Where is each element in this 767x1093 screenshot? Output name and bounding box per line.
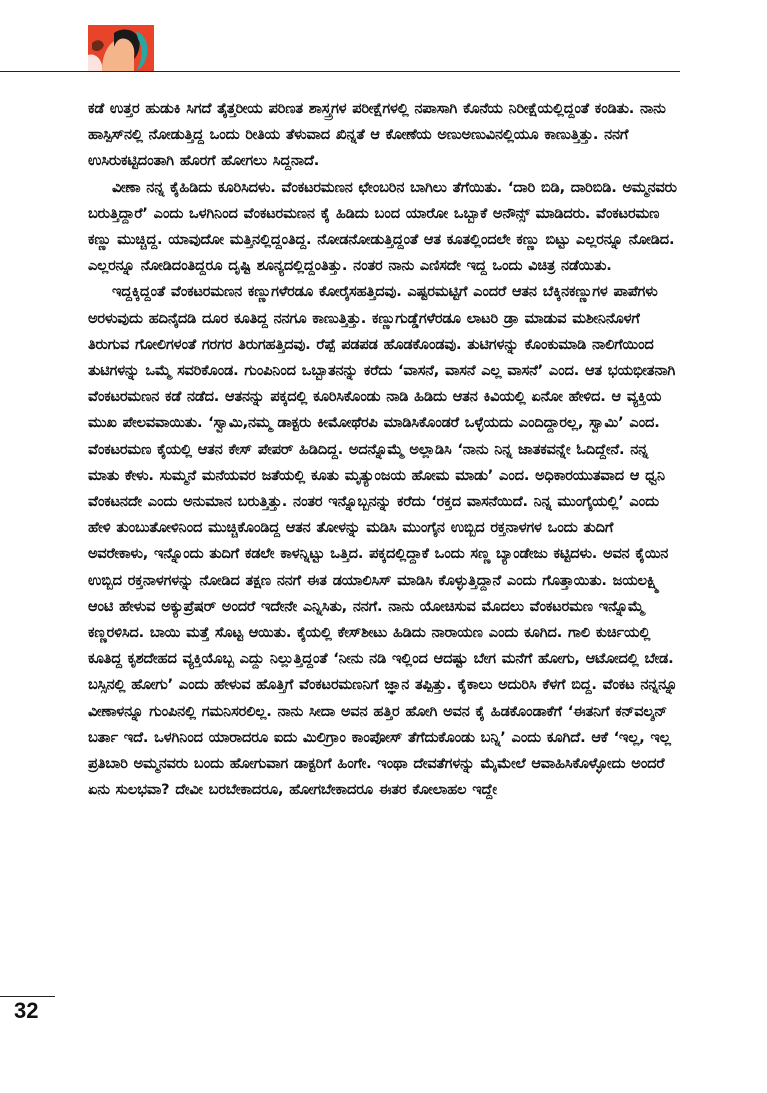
paragraph: ಇದ್ದಕ್ಕಿದ್ದಂತೆ ವೆಂಕಟರಮಣನ ಕಣ್ಣುಗಳೆರಡೂ ಕೋರೈಸಹತ್ತಿದವು. ಎಷ್ಟರಮಟ್ಟಿಗೆ ಎಂದರೆ ಆತನ ಬೆಕ್ಕಿನಕಣ್ಣುಗಳ ಪಾಪೆಗಳು ಅರಳುವುದು ಹದಿನೈದಡಿ ದೂರ ಕೂತಿದ್ದ ನನಗೂ ಕಾಣುತ್ತಿತ್ತು. ಕಣ್ಣುಗುಡ್ಡೆಗಳೆರಡೂ ಲಾಟರಿ ಡ್ರಾ ಮಾಡುವ ಮಶೀನಿನೊಳಗೆ ತಿರುಗುವ ಗೋಲಿಗಳಂತೆ ಗರಗರ ತಿರುಗಹತ್ತಿದವು. ರೆಪ್ಪೆ ಪಡಪಡ ಹೊಡಕೊಂಡವು. ತುಟಿಗಳನ್ನು ಕೊಂಕುಮಾಡಿ ನಾಲಿಗೆಯಿಂದ ತುಟಿಗಳನ್ನು ಒಮ್ಮೆ ಸವರಿಕೊಂಡ. ಗುಂಪಿನಿಂದ ಒಬ್ಬಾತನನ್ನು ಕರೆದು ‘ವಾಸನೆ, ವಾಸನೆ ಎಲ್ಲ ವಾಸನೆ’ ಎಂದ. ಆತ ಭಯಭೀತನಾಗಿ ವೆಂಕಟರಮಣನ ಕಡೆ ನಡೆದ. ಆತನನ್ನು ಪಕ್ಕದಲ್ಲಿ ಕೂರಿಸಿಕೊಂಡು ನಾಡಿ ಹಿಡಿದು ಆತನ ಕಿವಿಯಲ್ಲಿ ಏನೋ ಹೇಳಿದ. ಆ ವ್ಯಕ್ತಿಯ ಮುಖ ಪೇಲವವಾಯಿತು. ‘ಸ್ವಾಮಿ,ನಮ್ಮ ಡಾಕ್ಟರು ಕೀಮೋಥೆರಪಿ ಮಾಡಿಸಿಕೊಂಡರೆ ಒಳ್ಳೆಯದು ಎಂದಿದ್ದಾರಲ್ಲ, ಸ್ವಾಮಿ’ ಎಂದ. ವೆಂಕಟರಮಣ ಕೈಯಲ್ಲಿ ಆತನ ಕೇಸ್ ಪೇಪರ್ ಹಿಡಿದಿದ್ದ. ಅದನ್ನೊಮ್ಮೆ ಅಲ್ಲಾಡಿಸಿ ‘ನಾನು ನಿನ್ನ ಜಾತಕವನ್ನೇ ಓದಿದ್ದೇನೆ. ನನ್ನ ಮಾತು ಕೇಳು. ಸುಮ್ಮನೆ ಮನೆಯವರ ಜತೆಯಲ್ಲಿ ಕೂತು ಮೃತ್ಯುಂಜಯ ಹೋಮ ಮಾಡು’ ಎಂದ. ಅಧಿಕಾರಯುತವಾದ ಆ ಧ್ವನಿ ವೆಂಕಟನದೇ ಎಂದು ಅನುಮಾನ ಬರುತ್ತಿತ್ತು. ನಂತರ ಇನ್ನೊಬ್ಬನನ್ನು ಕರೆದು ‘ರಕ್ತದ ವಾಸನೆಯಿದೆ. ನಿನ್ನ ಮುಂಗೈಯಲ್ಲಿ’ ಎಂದು ಹೇಳಿ ತುಂಬುತೋಳಿನಿಂದ ಮುಚ್ಚಿಕೊಂಡಿದ್ದ ಆತನ ತೋಳನ್ನು ಮಡಿಸಿ ಮುಂಗೈನ ಉಬ್ಬಿದ ರಕ್ತನಾಳಗಳ ಒಂದು ತುದಿಗೆ ಅವರೇಕಾಳು, ಇನ್ನೊಂದು ತುದಿಗೆ ಕಡಲೇ ಕಾಳನ್ನಿಟ್ಟು ಒತ್ತಿದ. ಪಕ್ಕದಲ್ಲಿದ್ದಾಕೆ ಒಂದು ಸಣ್ಣ ಬ್ಯಾಂಡೇಜು ಕಟ್ಟಿದಳು. ಅವನ ಕೈಯಿನ ಉಬ್ಬಿದ ರಕ್ತನಾಳಗಳನ್ನು ನೋಡಿದ ತಕ್ಷಣ ನನಗೆ ಈತ ಡಯಾಲಿಸಿಸ್ ಮಾಡಿಸಿ ಕೊಳ್ಳುತ್ತಿದ್ದಾನೆ ಎಂದು ಗೊತ್ತಾಯಿತು. ಜಯಲಕ್ಷ್ಮಿ ಆಂಟಿ ಹೇಳುವ ಅಕ್ಯುಪ್ರೆಷರ್ ಅಂದರೆ ಇದೇನೇ ಎನ್ನಿಸಿತು, ನನಗೆ. ನಾನು ಯೋಚಿಸುವ ಮೊದಲು ವೆಂಕಟರಮಣ ಇನ್ನೊಮ್ಮೆ ಕಣ್ಣರಳಿಸಿದ. ಬಾಯಿ ಮತ್ತೆ ಸೊಟ್ಟ ಆಯಿತು. ಕೈಯಲ್ಲಿ ಕೇಸ್‌ಶೀಟು ಹಿಡಿದು ನಾರಾಯಣ ಎಂದು ಕೂಗಿದ. ಗಾಲಿ ಕುರ್ಚಿಯಲ್ಲಿ ಕೂತಿದ್ದ ಕೃಶದೇಹದ ವ್ಯಕ್ತಿಯೊಬ್ಬ ಎದ್ದು ನಿಲ್ಲುತ್ತಿದ್ದಂತೆ ‘ನೀನು ನಡಿ ಇಲ್ಲಿಂದ ಆದಷ್ಟು ಬೇಗ ಮನೆಗೆ ಹೋಗು, ಆಟೋದಲ್ಲಿ ಬೇಡ. ಬಸ್ಸಿನಲ್ಲಿ ಹೋಗು’ ಎಂದು ಹೇಳುವ ಹೊತ್ತಿಗೆ ವೆಂಕಟರಮಣನಿಗೆ ಜ್ಞಾನ ತಪ್ಪಿತ್ತು. ಕೈಕಾಲು ಅದುರಿಸಿ ಕೆಳಗೆ ಬಿದ್ದ. ವೆಂಕಟ ನನ್ನನ್ನೂ ವೀಣಾಳನ್ನೂ ಗುಂಪಿನಲ್ಲಿ ಗಮನಿಸರಲಿಲ್ಲ. ನಾನು ಸೀದಾ ಅವನ ಹತ್ತಿರ ಹೋಗಿ ಅವನ ಕೈ ಹಿಡಕೊಂಡಾಕೆಗೆ ‘ಈತನಿಗೆ ಕನ್‌ವಲ್ಶನ್ ಬರ್ತಾ ಇದೆ. ಒಳಗಿನಿಂದ ಯಾರಾದರೂ ಐದು ಮಿಲಿಗ್ರಾಂ ಕಾಂಪೋಸ್ ತೆಗೆದುಕೊಂಡು ಬನ್ನಿ’ ಎಂದು ಕೂಗಿದೆ. ಆಕೆ ‘ಇಲ್ಲ, ಇಲ್ಲ ಪ್ರತಿಬಾರಿ ಅಮ್ಮನವರು ಬಂದು ಹೋಗುವಾಗ ಡಾಕ್ಟರಿಗೆ ಹಿಂಗೇ. ಇಂಥಾ ದೇವತೆಗಳನ್ನು ಮೈಮೇಲೆ ಆವಾಹಿಸಿಕೊಳ್ಳೋದು ಅಂದರೆ ಏನು ಸುಲಭವಾ? ದೇವೀ ಬರಬೇಕಾದರೂ, ಹೋಗಬೇಕಾದರೂ ಈತರ ಕೋಲಾಹಲ ಇದ್ದೇ bbox=[88, 283, 678, 799]
paragraph: ವೀಣಾ ನನ್ನ ಕೈಹಿಡಿದು ಕೂರಿಸಿದಳು. ವೆಂಕಟರಮಣನ ಛೇಂಬರಿನ ಬಾಗಿಲು ತೆಗೆಯಿತು. ‘ದಾರಿ ಬಿಡಿ, ದಾರಿಬಿಡಿ. ಅಮ್ಮನವರು ಬರುತ್ತಿದ್ದಾರೆ’ ಎಂದು ಒಳಗಿನಿಂದ ವೆಂಕಟರಮಣನ ಕೈ ಹಿಡಿದು ಬಂದ ಯಾರೋ ಒಬ್ಬಾಕೆ ಅನೌನ್ಸ್ ಮಾಡಿದರು. ವೆಂಕಟರಮಣ ಕಣ್ಣು ಮುಚ್ಚಿದ್ದ. ಯಾವುದೋ ಮತ್ತಿನಲ್ಲಿದ್ದಂತಿದ್ದ. ನೋಡನೋಡುತ್ತಿದ್ದಂತೆ ಆತ ಕೂತಲ್ಲಿಂದಲೇ ಕಣ್ಣು ಬಿಟ್ಟು ಎಲ್ಲರನ್ನೂ ನೋಡಿದ. ಎಲ್ಲರನ್ನೂ ನೋಡಿದಂತಿದ್ದರೂ ದೃಷ್ಟಿ ಶೂನ್ಯದಲ್ಲಿದ್ದಂತಿತ್ತು. ನಂತರ ನಾನು ಎಣಿಸದೇ ಇದ್ದ ಒಂದು ವಿಚಿತ್ರ ನಡೆಯಿತು. bbox=[88, 178, 677, 275]
body-text bbox=[88, 96, 678, 803]
header-rule bbox=[0, 71, 680, 72]
portrait-logo-icon bbox=[88, 25, 154, 71]
footer-rule bbox=[0, 996, 55, 997]
page-number: 32 bbox=[14, 998, 39, 1023]
paragraph: ಕಡೆ ಉತ್ತರ ಹುಡುಕಿ ಸಿಗದೆ ತೈತ್ತರೀಯ ಪರಿಣತ ಶಾಸ್ತ್ರಗಳ ಪರೀಕ್ಷೆಗಳಲ್ಲಿ ನಪಾಸಾಗಿ ಕೊನೆಯ ನಿರೀಕ್ಷೆಯಲ್ಲಿದ್ದಂತೆ ಕಂಡಿತು. ನಾನು ಹಾಸ್ಪಿಸ್‌ನಲ್ಲಿ ನೋಡುತ್ತಿದ್ದ ಒಂದು ರೀತಿಯ ತೆಳುವಾದ ಖಿನ್ನತೆ ಆ ಕೋಣೆಯ ಅಣುಅಣುವಿನಲ್ಲಿಯೂ ಕಾಣುತ್ತಿತ್ತು. ನನಗೆ ಉಸಿರುಕಟ್ಟಿದಂತಾಗಿ ಹೊರಗೆ ಹೋಗಲು ಸಿದ್ದನಾದೆ. bbox=[88, 100, 666, 170]
